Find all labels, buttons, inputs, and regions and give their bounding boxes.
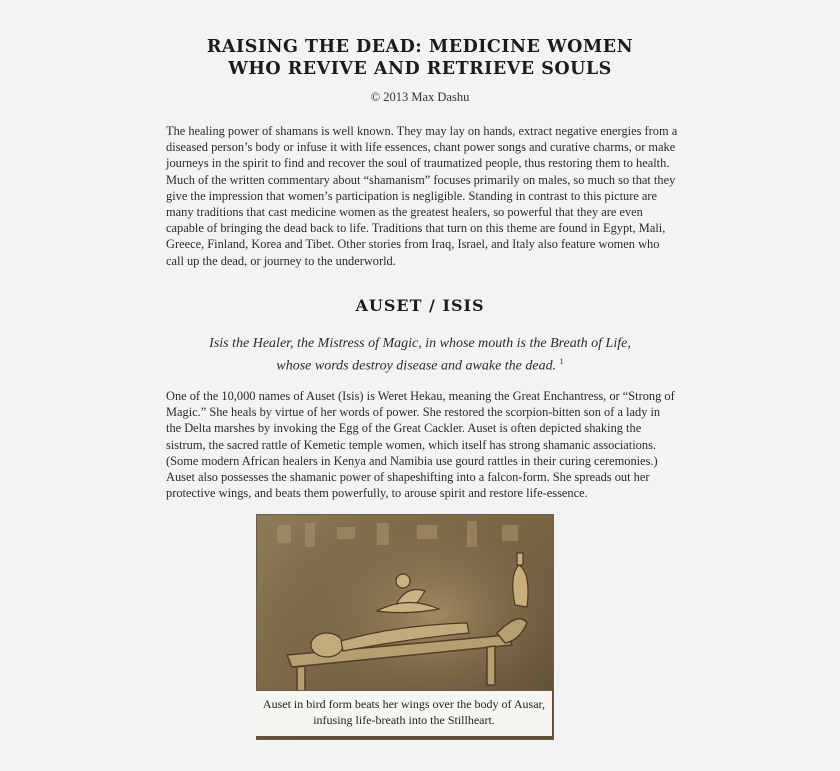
caption-line-1: Auset in bird form beats her wings over the body of Ausar, <box>262 697 546 711</box>
copyright-line: © 2013 Max Dashu <box>370 90 470 104</box>
figure-caption <box>256 690 552 736</box>
section-heading: AUSET / ISIS <box>355 296 485 315</box>
page-title <box>160 36 680 80</box>
title-line-2: WHO REVIVE AND RETRIEVE SOULS <box>228 59 612 79</box>
epigraph-quote <box>170 335 670 376</box>
intro-paragraph: The healing power of shamans is well known. They may lay on hands, extract negative energies from a diseased person’s body or infuse it with life essences, chant power songs and curative charms, or make journeys in the spirit to find and recover the soul of traumatized people, thus restoring them to health. Much of the written commentary about “shamanism” focuses primarily on males, so much so that they give the impression that women’s participation is negligible. Standing in contrast to this picture are many traditions that cast medicine women as the greatest healers, so powerful that they are even capable of bringing the dead back to life. Traditions that turn on this theme are found in Egypt, Mali, Greece, Finland, Korea and Tibet. Other stories from Iraq, Israel, and Italy also feature women who call up the dead, or journey to the underworld. <box>166 124 678 268</box>
title-line-1: RAISING THE DEAD: MEDICINE WOMEN <box>206 37 634 57</box>
quote-line-1: Isis the Healer, the Mistress of Magic, in whose mouth is the Breath of Life, <box>209 336 631 351</box>
quote-line-2-text: whose words destroy disease and awake the dead. <box>276 358 557 374</box>
footnote-marker: 1 <box>559 357 564 366</box>
caption-line-2: infusing life-breath into the Stillheart. <box>313 712 495 727</box>
auset-paragraph: One of the 10,000 names of Auset (Isis) is Weret Hekau, meaning the Great Enchantress, or “Strong of Magic.” She heals by virtue of her words of power. She restored the scorpion-bitten son of a lady in the Delta marshes by invoking the Egg of the Great Cackler. Auset is often depicted shaking the sistrum, the sacred rattle of Kemetic temple women, which itself has strong shamanic associations. (Some modern African healers in Kenya and Namibia use gourd rattles in their curing ceremonies.) Auset also possesses the shamanic power of shapeshifting into a falcon-form. She spreads out her protective wings, and beats them powerfully, to arouse spirit and restore life-essence. <box>166 389 675 501</box>
quote-line-2 <box>170 353 670 376</box>
